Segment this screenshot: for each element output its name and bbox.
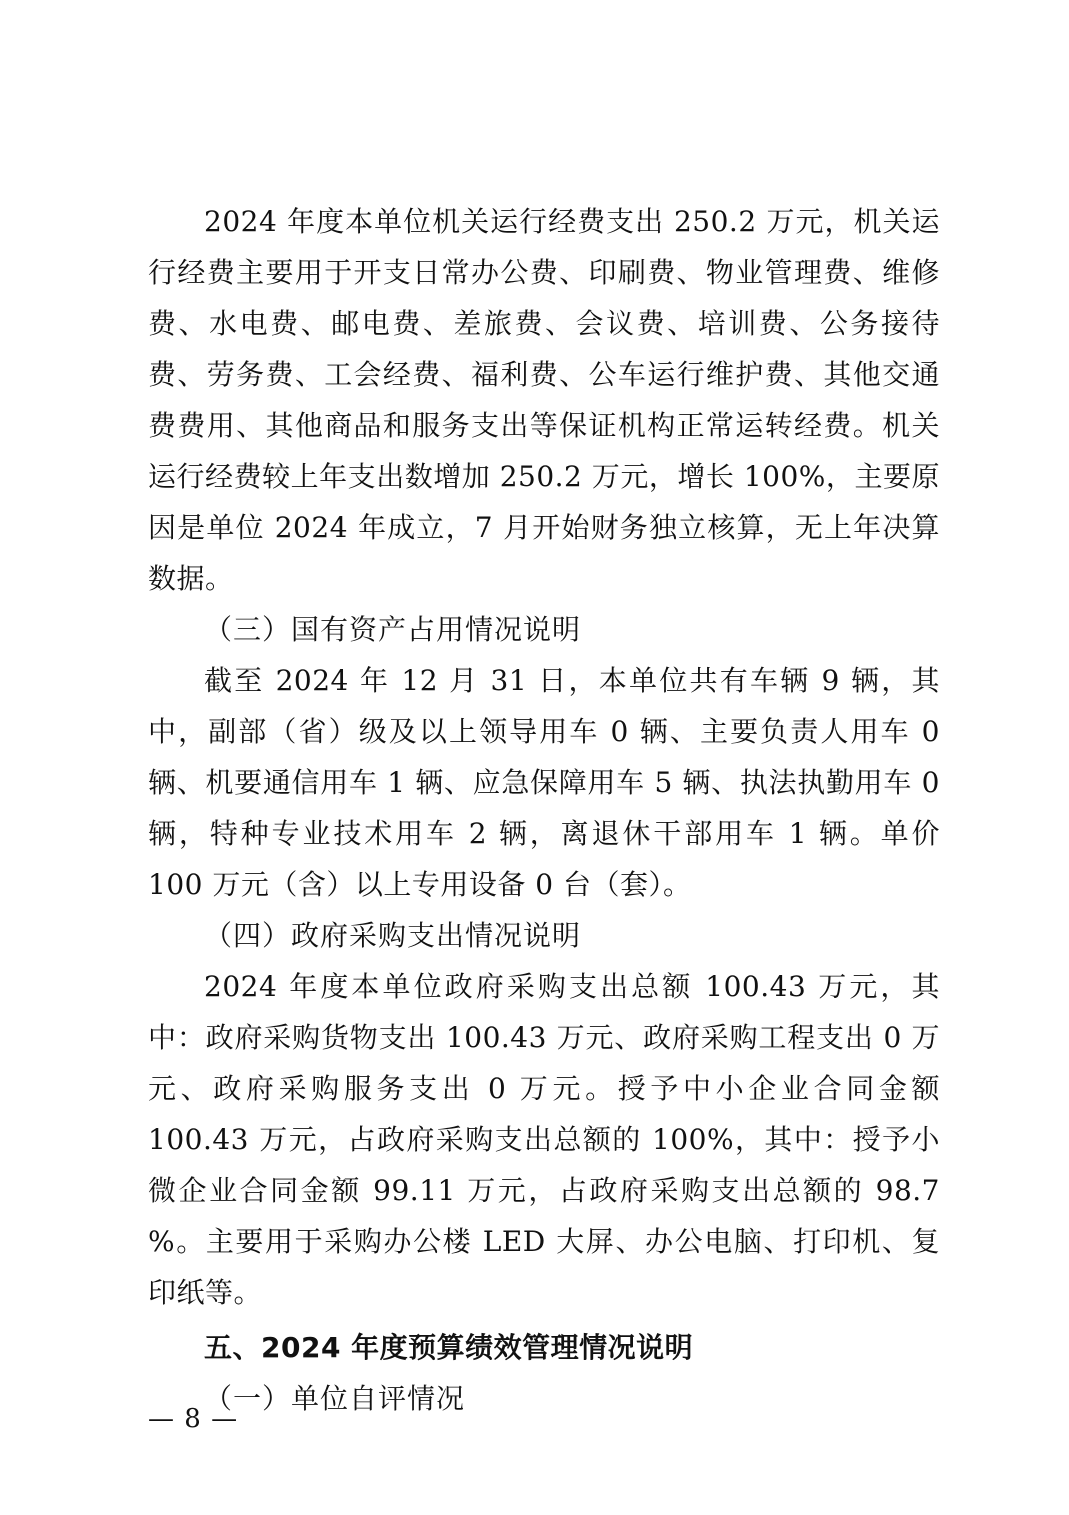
paragraph-operating-expenses: 2024 年度本单位机关运行经费支出 250.2 万元，机关运行经费主要用于开支日常办公费、印刷费、物业管理费、维修费、水电费、邮电费、差旅费、会议费、培训费、公务接待费、劳务费、工会经费、福利费、公车运行维护费、其他交通费费用、其他商品和服务支出等保证机构正常运转经费。机关运行经费较上年支出数增加 250.2 万元，增长 100%，主要原因是单位 2024 年成立，7 月开始财务独立核算，无上年决算数据。 — [148, 205, 940, 595]
section-heading-government-procurement: （四）政府采购支出情况说明 — [204, 919, 582, 952]
chapter-heading-performance-management: 五、2024 年度预算绩效管理情况说明 — [204, 1331, 694, 1364]
section-heading-state-assets: （三）国有资产占用情况说明 — [204, 613, 582, 646]
paragraph-government-procurement: 2024 年度本单位政府采购支出总额 100.43 万元，其中：政府采购货物支出 100.43 万元、政府采购工程支出 0 万元、政府采购服务支出 0 万元。授予中小企业合同金额 100.43 万元，占政府采购支出总额的 100%，其中：授予小微企业合同金额 99.11 万元，占政府采购支出总额的 98.7 %。主要用于采购办公楼 LED 大屏、办公电脑、打印机、复印纸等。 — [148, 970, 940, 1309]
page-number: — 8 — — [148, 1404, 239, 1434]
paragraph-state-assets: 截至 2024 年 12 月 31 日，本单位共有车辆 9 辆，其中，副部（省）级及以上领导用车 0 辆、主要负责人用车 0 辆、机要通信用车 1 辆、应急保障用车 5 辆、执法执勤用车 0 辆，特种专业技术用车 2 辆，离退休干部用车 1 辆。单价 100 万元（含）以上专用设备 0 台（套）。 — [148, 664, 940, 901]
section-heading-self-evaluation: （一）单位自评情况 — [204, 1382, 466, 1415]
document-body — [148, 196, 940, 1424]
